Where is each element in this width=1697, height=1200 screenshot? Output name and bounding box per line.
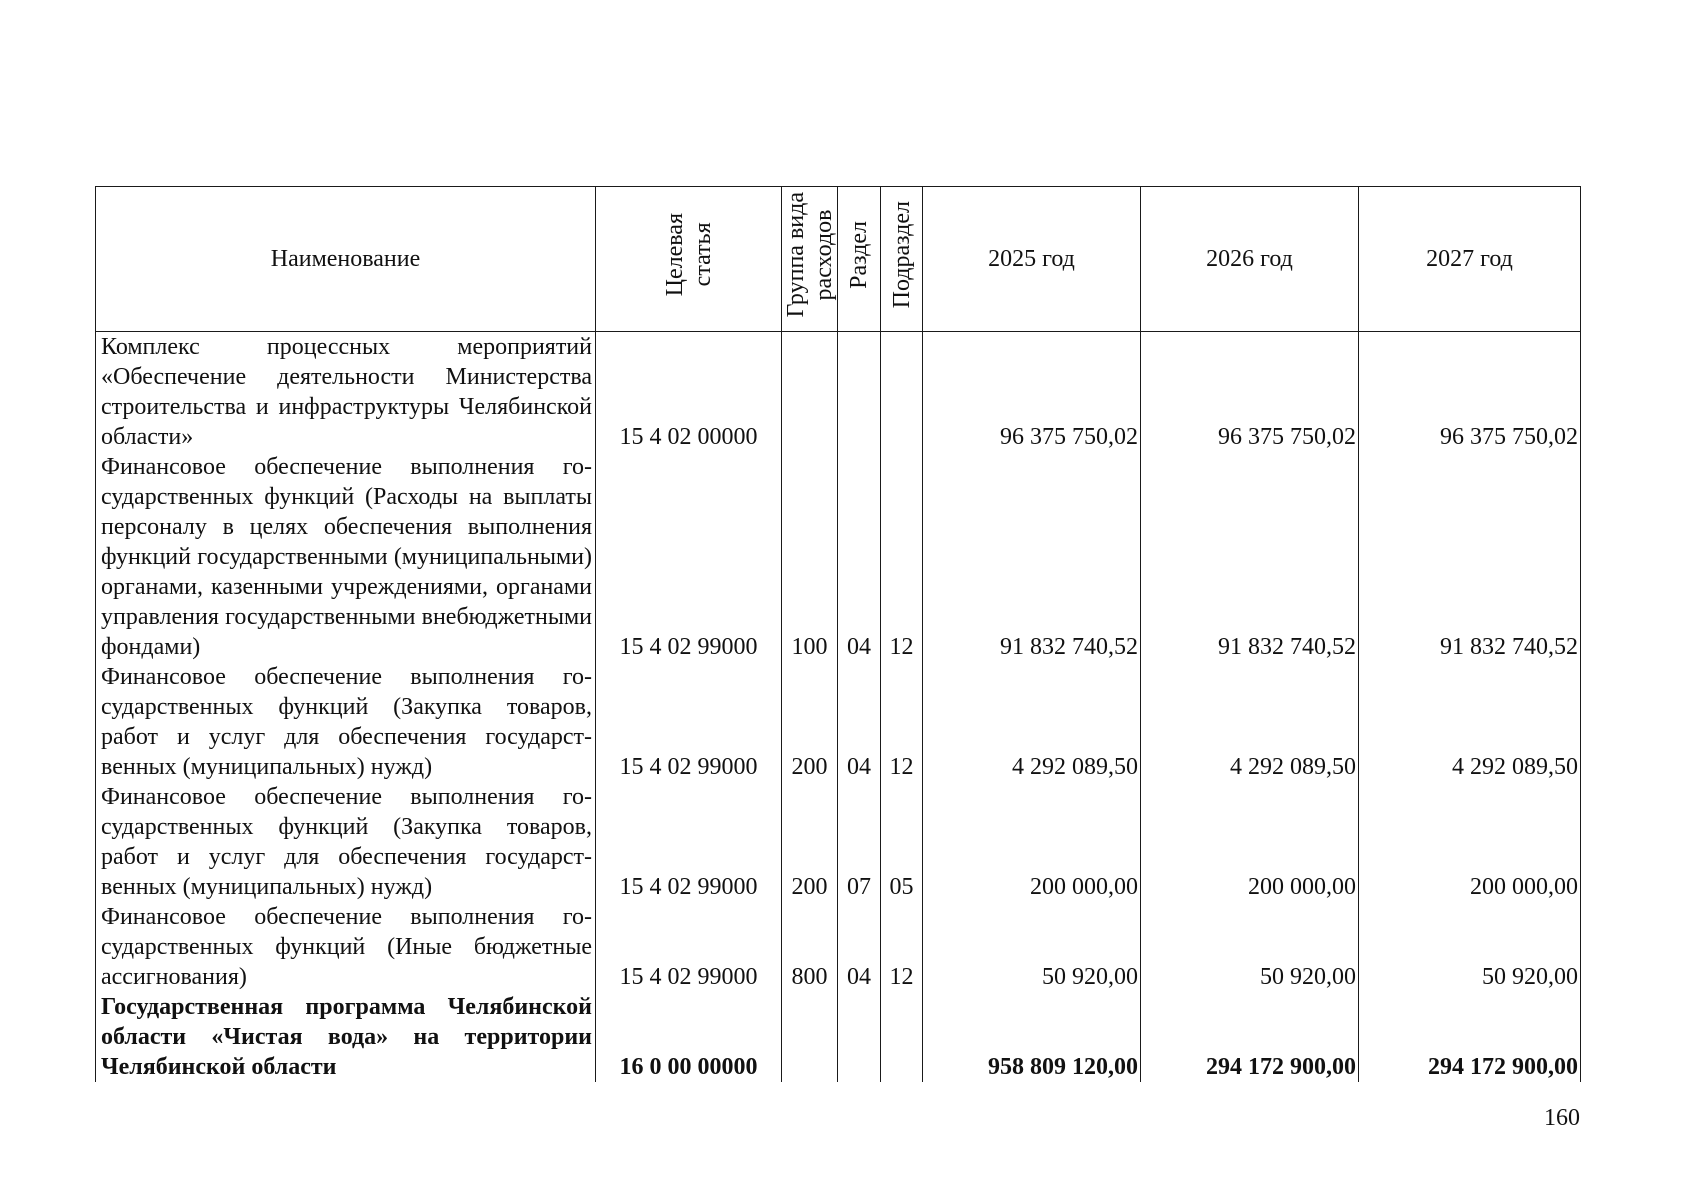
row-2026: 294 172 900,00 — [1141, 992, 1359, 1082]
header-target: Целевая статья — [596, 187, 782, 332]
row-name: Комплекс процессных мероприятий «Обеспечение деятельности Министерства строительства и инфраструктуры Челябинской области» — [96, 332, 596, 453]
row-name: Финансовое обеспечение выполнения государственных функций (Закупка товаров, работ и услуг для обеспечения государственных (муниципальных) нужд) — [96, 782, 596, 902]
header-name: Наименование — [96, 187, 596, 332]
header-subsection: Подраздел — [881, 187, 923, 332]
row-2026: 200 000,00 — [1141, 782, 1359, 902]
table-row — [96, 902, 1581, 992]
header-2026: 2026 год — [1141, 187, 1359, 332]
row-name: Финансовое обеспечение выполнения государственных функций (Расходы на выплаты персоналу в целях обеспечения выполнения функций государственными (муниципальными) органами, казенными учреждениями, органами управления государственными внебюджетными фондами) — [96, 452, 596, 662]
row-2027: 50 920,00 — [1359, 902, 1581, 992]
row-subsection: 12 — [881, 662, 923, 782]
row-name: Финансовое обеспечение выполнения государственных функций (Закупка товаров, работ и услуг для обеспечения государственных (муниципальных) нужд) — [96, 662, 596, 782]
row-subsection: 12 — [881, 452, 923, 662]
row-subsection: 05 — [881, 782, 923, 902]
row-target: 15 4 02 99000 — [596, 452, 782, 662]
row-target: 15 4 02 00000 — [596, 332, 782, 453]
row-2026: 91 832 740,52 — [1141, 452, 1359, 662]
table-body — [96, 332, 1581, 1083]
row-2025: 96 375 750,02 — [923, 332, 1141, 453]
table-row — [96, 332, 1581, 453]
row-group: 200 — [782, 662, 838, 782]
row-2027: 96 375 750,02 — [1359, 332, 1581, 453]
row-2027: 200 000,00 — [1359, 782, 1581, 902]
header-2025: 2025 год — [923, 187, 1141, 332]
row-group — [782, 332, 838, 453]
row-2025: 50 920,00 — [923, 902, 1141, 992]
row-section — [838, 992, 881, 1082]
row-group: 800 — [782, 902, 838, 992]
table-row — [96, 782, 1581, 902]
row-name: Финансовое обеспечение выполнения государственных функций (Иные бюджетные ассигнования) — [96, 902, 596, 992]
table-row — [96, 992, 1581, 1082]
header-section: Раздел — [838, 187, 881, 332]
row-2027: 294 172 900,00 — [1359, 992, 1581, 1082]
row-group: 100 — [782, 452, 838, 662]
row-2026: 4 292 089,50 — [1141, 662, 1359, 782]
row-section: 04 — [838, 452, 881, 662]
row-subsection — [881, 992, 923, 1082]
row-target: 15 4 02 99000 — [596, 902, 782, 992]
row-2025: 200 000,00 — [923, 782, 1141, 902]
table-row — [96, 452, 1581, 662]
header-2027: 2027 год — [1359, 187, 1581, 332]
row-target: 15 4 02 99000 — [596, 662, 782, 782]
table-row — [96, 662, 1581, 782]
row-2025: 91 832 740,52 — [923, 452, 1141, 662]
row-group — [782, 992, 838, 1082]
header-group: Группа вида расходов — [782, 187, 838, 332]
table-header-row — [96, 187, 1581, 332]
row-2026: 50 920,00 — [1141, 902, 1359, 992]
row-2027: 91 832 740,52 — [1359, 452, 1581, 662]
row-target: 15 4 02 99000 — [596, 782, 782, 902]
row-section — [838, 332, 881, 453]
row-group: 200 — [782, 782, 838, 902]
row-subsection: 12 — [881, 902, 923, 992]
row-target: 16 0 00 00000 — [596, 992, 782, 1082]
row-subsection — [881, 332, 923, 453]
row-2026: 96 375 750,02 — [1141, 332, 1359, 453]
row-section: 07 — [838, 782, 881, 902]
row-2025: 4 292 089,50 — [923, 662, 1141, 782]
page-number: 160 — [1544, 1105, 1580, 1131]
row-2025: 958 809 120,00 — [923, 992, 1141, 1082]
row-section: 04 — [838, 902, 881, 992]
row-section: 04 — [838, 662, 881, 782]
row-name: Государственная программа Челябинской области «Чистая вода» на территории Челябинской области — [96, 992, 596, 1082]
row-2027: 4 292 089,50 — [1359, 662, 1581, 782]
budget-table — [95, 186, 1581, 1082]
